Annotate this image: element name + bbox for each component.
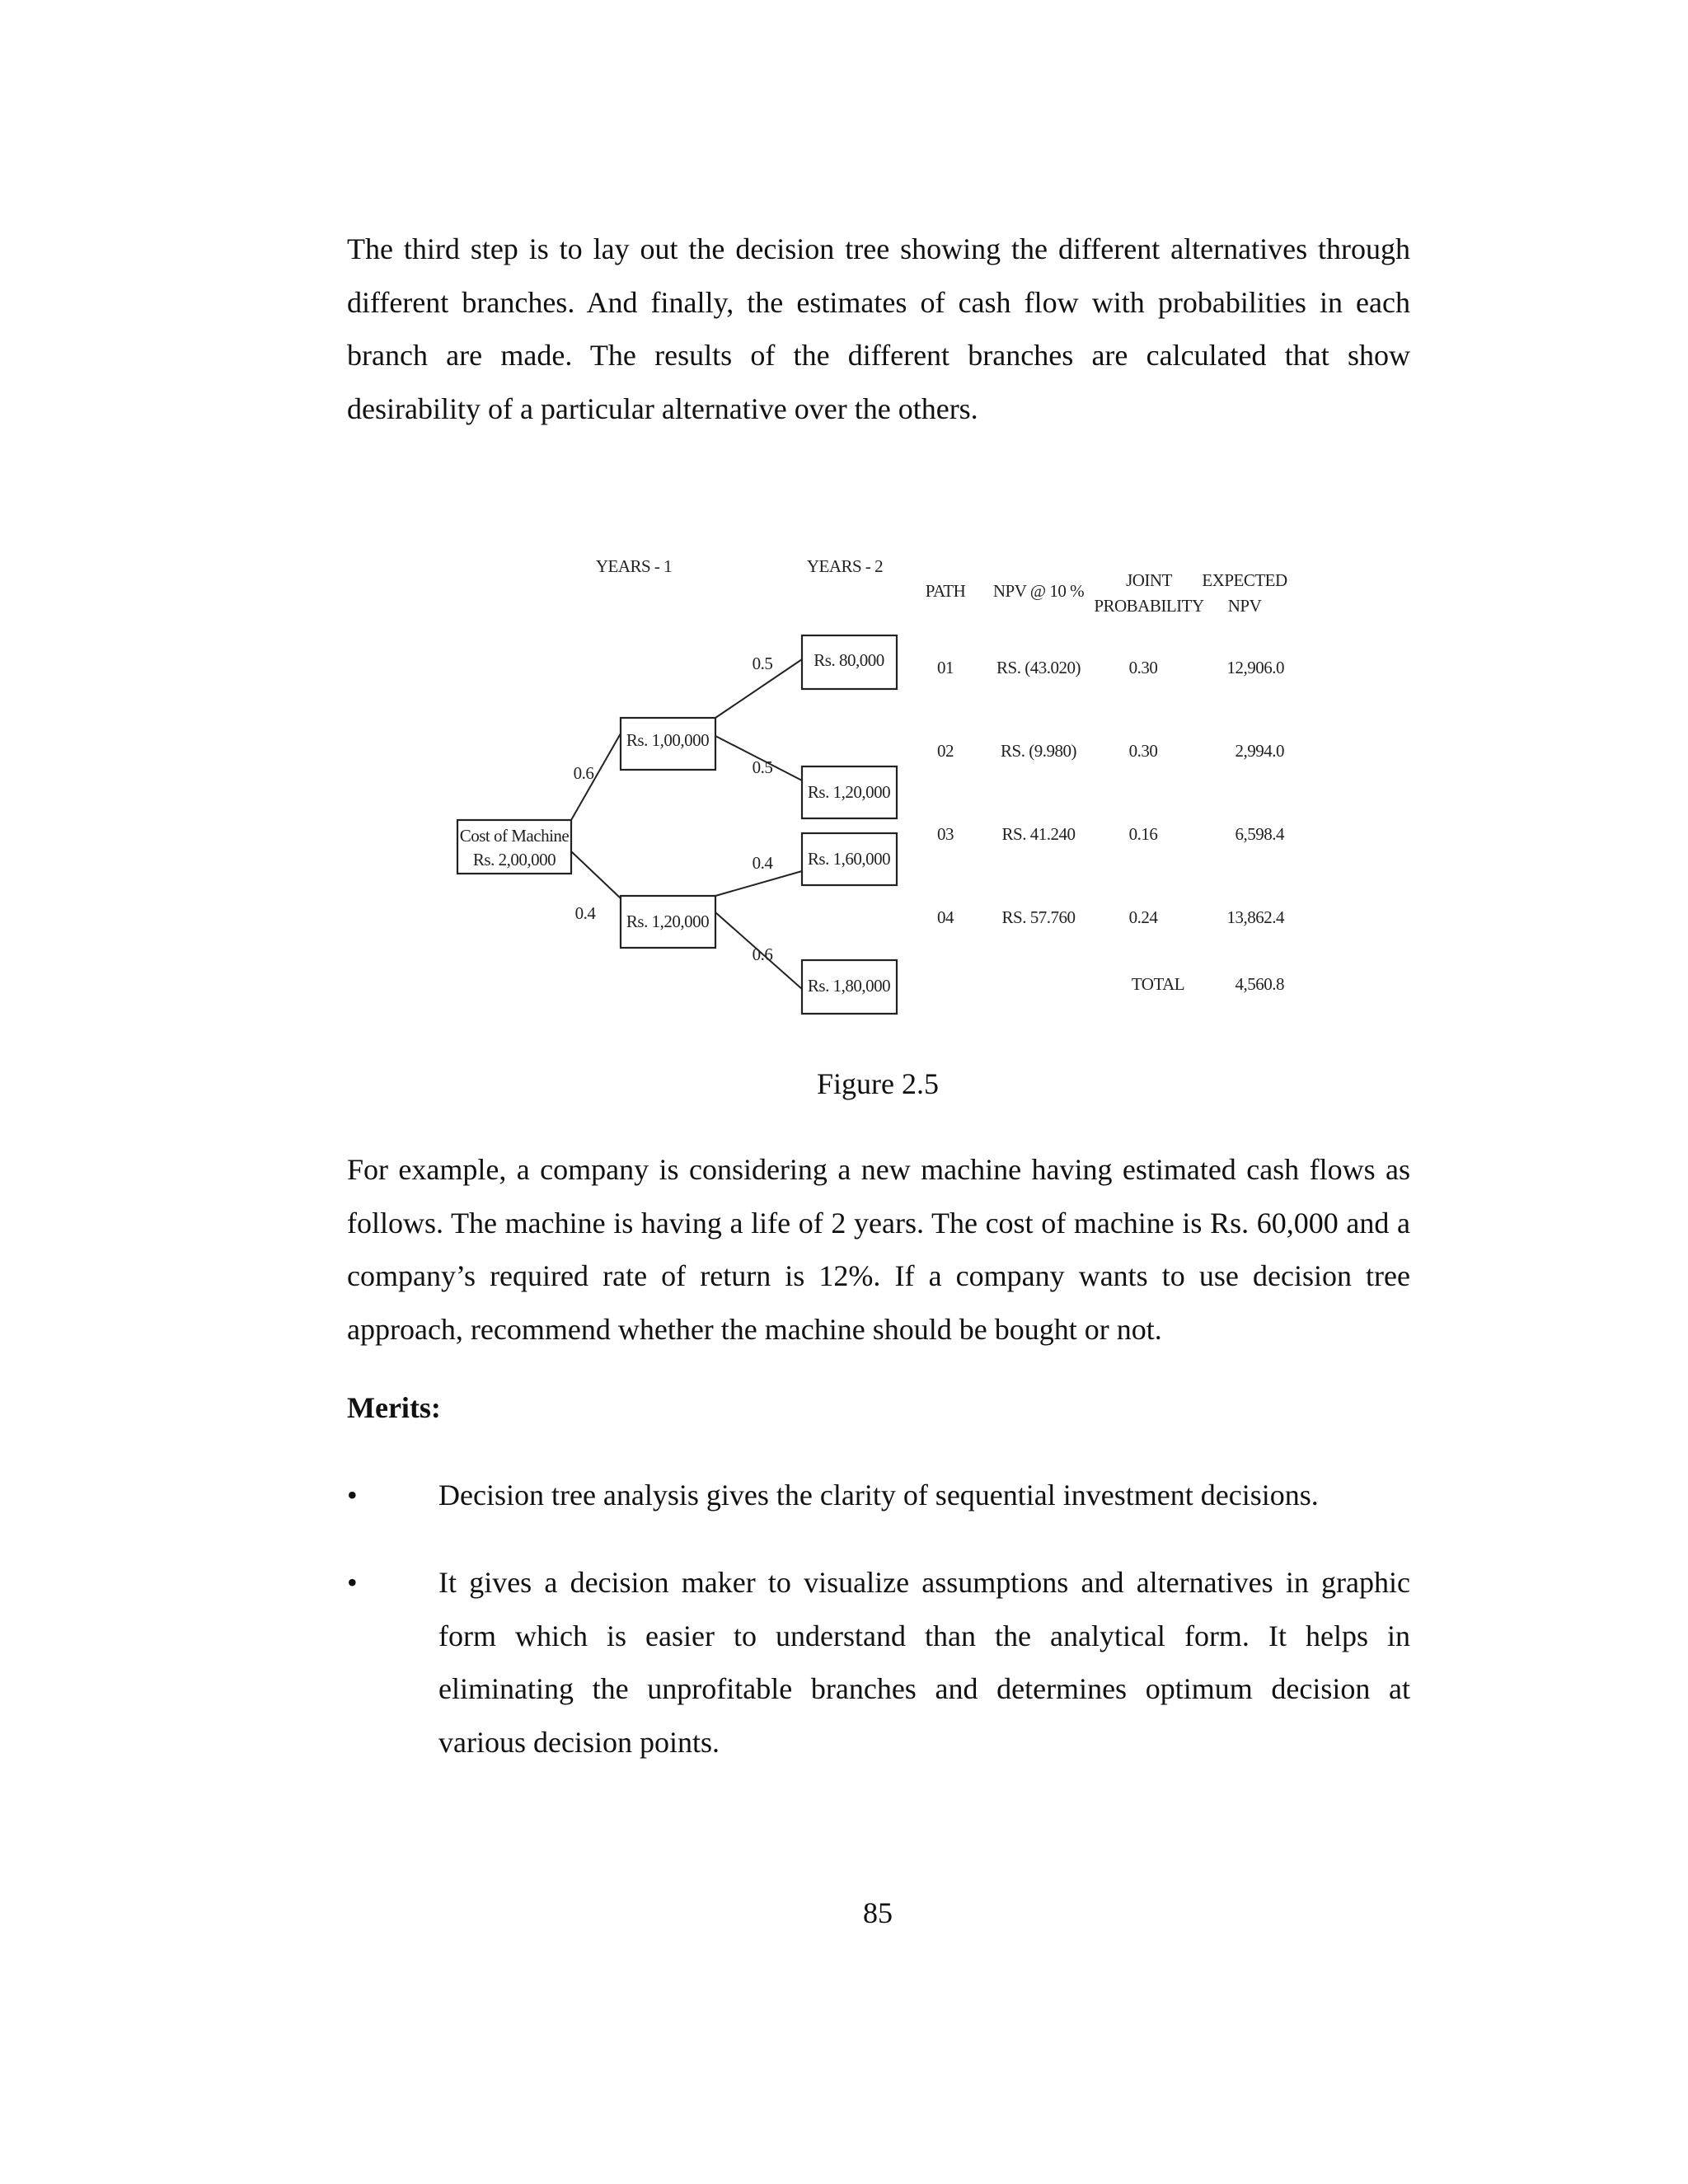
root-node-line2: Rs. 2,00,000 bbox=[472, 850, 556, 869]
header-joint-line1: JOINT bbox=[1126, 570, 1172, 590]
prob-label-year1-b: 0.4 bbox=[574, 903, 596, 923]
row-2-expected: 2,994.0 bbox=[1235, 741, 1284, 761]
row-1-path: 01 bbox=[937, 658, 954, 677]
branch-node-2-to-leaf-3 bbox=[715, 871, 802, 896]
bullet-icon: • bbox=[347, 1566, 358, 1599]
row-1-expected: 12,906.0 bbox=[1226, 658, 1284, 677]
example-paragraph: For example, a company is considering a new machine having estimated cash flows as follows. The machine is having a life of 2 years. The cost of machine is Rs. 60,000 and a company’s required rate of return is 12%. If a company wants to use decision tree approach, recommend whether the machine should be bought or not. bbox=[347, 1153, 1410, 1346]
row-3-joint: 0.16 bbox=[1128, 824, 1158, 844]
header-expected-line2: NPV bbox=[1227, 596, 1262, 616]
total-value: 4,560.8 bbox=[1235, 974, 1284, 994]
year2-node-label-1: Rs. 80,000 bbox=[814, 650, 884, 670]
row-4-path: 04 bbox=[937, 907, 954, 927]
row-3-npv: RS. 41.240 bbox=[1001, 824, 1076, 844]
header-npv: NPV @ 10 % bbox=[992, 581, 1085, 601]
row-4-joint: 0.24 bbox=[1128, 907, 1158, 927]
prob-label-year2-b: 0.5 bbox=[752, 757, 773, 777]
row-2-path: 02 bbox=[937, 741, 954, 761]
total-label: TOTAL bbox=[1131, 974, 1185, 994]
row-3-path: 03 bbox=[937, 824, 954, 844]
year1-node-label-1: Rs. 1,00,000 bbox=[626, 730, 710, 750]
branch-root-to-node-2 bbox=[571, 851, 621, 898]
header-years-1: YEARS - 1 bbox=[595, 556, 673, 576]
row-2-joint: 0.30 bbox=[1128, 741, 1158, 761]
prob-label-year2-d: 0.6 bbox=[752, 944, 773, 964]
merit-item-text: Decision tree analysis gives the clarity of sequential investment decisions. bbox=[438, 1479, 1319, 1511]
year2-node-label-2: Rs. 1,20,000 bbox=[807, 782, 891, 802]
decision-tree-figure bbox=[445, 540, 1302, 1034]
row-3-expected: 6,598.4 bbox=[1235, 824, 1284, 844]
merit-item-text: It gives a decision maker to visualize assumptions and alternatives in graphic form which is easier to understand than the analytical form. It helps in eliminating the unprofitable branches and determines optimum decision at various decision points. bbox=[438, 1566, 1410, 1759]
prob-label-year2-a: 0.5 bbox=[752, 654, 773, 673]
row-4-npv: RS. 57.760 bbox=[1001, 907, 1076, 927]
row-1-npv: RS. (43.020) bbox=[996, 658, 1081, 677]
row-4-expected: 13,862.4 bbox=[1226, 907, 1284, 927]
row-1-joint: 0.30 bbox=[1128, 658, 1158, 677]
header-joint-line2: PROBABILITY bbox=[1094, 596, 1204, 616]
figure-caption: Figure 2.5 bbox=[817, 1067, 939, 1100]
header-years-2: YEARS - 2 bbox=[806, 556, 884, 576]
bullet-icon: • bbox=[347, 1479, 358, 1511]
year2-node-label-3: Rs. 1,60,000 bbox=[807, 849, 891, 869]
intro-paragraph: The third step is to lay out the decision tree showing the different alternatives through different branches. And finally, the estimates of cash flow with probabilities in each branch are made. The results of the different branches are calculated that show desirability of a particular alternative over the others. bbox=[347, 232, 1410, 425]
year1-node-label-2: Rs. 1,20,000 bbox=[626, 912, 710, 931]
row-2-npv: RS. (9.980) bbox=[1001, 741, 1076, 761]
root-node-line1: Cost of Machine bbox=[459, 826, 570, 846]
merits-heading: Merits: bbox=[347, 1391, 441, 1424]
header-path: PATH bbox=[925, 581, 966, 601]
prob-label-year1-a: 0.6 bbox=[573, 763, 594, 783]
year2-node-label-4: Rs. 1,80,000 bbox=[807, 976, 891, 996]
header-expected-line1: EXPECTED bbox=[1202, 570, 1287, 590]
page-number: 85 bbox=[863, 1896, 893, 1929]
decision-tree-diagram bbox=[445, 540, 1302, 1034]
prob-label-year2-c: 0.4 bbox=[752, 853, 773, 873]
